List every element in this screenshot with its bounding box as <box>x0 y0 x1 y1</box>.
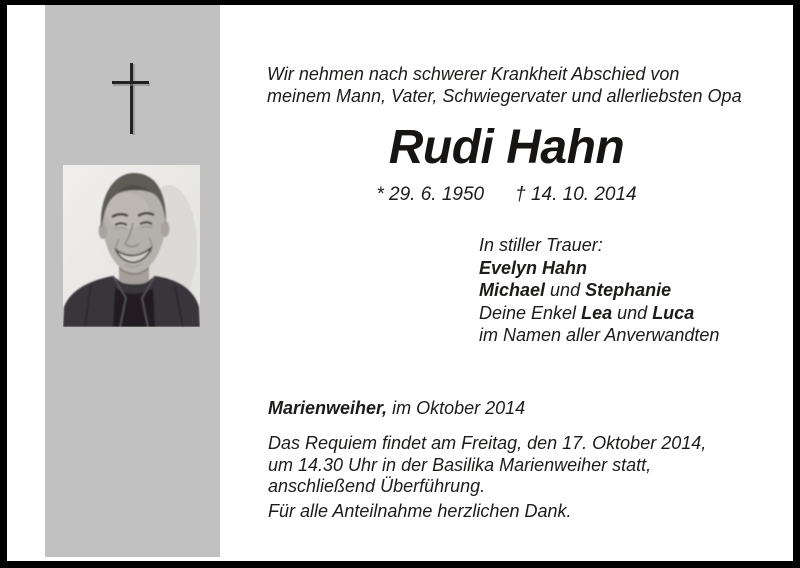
mourners-grandchildren: Deine Enkel Lea und Luca <box>479 302 695 323</box>
place-name: Marienweiher, <box>268 398 388 418</box>
mourners-closing: im Namen aller Anverwandten <box>479 325 720 345</box>
place-date: im Oktober 2014 <box>392 398 526 418</box>
place-date-line <box>268 397 525 419</box>
portrait-photo <box>63 165 200 327</box>
requiem-line-2: um 14.30 Uhr in der Basilika Marienweiher statt, <box>268 454 652 475</box>
mourner-wife: Evelyn Hahn <box>479 257 588 278</box>
mourners-block <box>479 234 719 347</box>
requiem-line-3: anschließend Überführung. <box>268 476 486 497</box>
mourners-children: Michael und Stephanie <box>479 280 672 300</box>
intro-line-1: Wir nehmen nach schwerer Krankheit Abschied von <box>267 64 680 84</box>
intro-line-2: meinem Mann, Vater, Schwiegervater und allerliebsten Opa <box>267 86 742 106</box>
cross-horizontal-bar <box>112 81 149 84</box>
deceased-name: Rudi Hahn <box>388 121 625 174</box>
mourners-heading: In stiller Trauer: <box>479 235 603 255</box>
cross-vertical-bar <box>130 63 133 134</box>
requiem-announcement <box>268 433 706 498</box>
birth-date: * 29. 6. 1950 <box>376 184 485 205</box>
requiem-line-1: Das Requiem findet am Freitag, den 17. Oktober 2014, <box>268 433 707 453</box>
intro-text <box>267 63 742 107</box>
portrait-photo-illustration <box>63 165 200 327</box>
life-dates <box>220 184 793 206</box>
thanks-line: Für alle Anteilnahme herzlichen Dank. <box>268 501 572 521</box>
death-date: † 14. 10. 2014 <box>515 184 637 205</box>
